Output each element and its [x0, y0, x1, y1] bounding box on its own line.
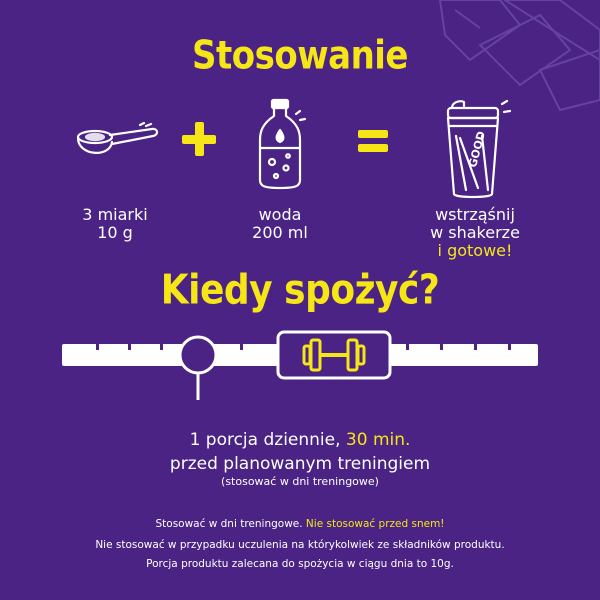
footer-line-2: Nie stosować w przypadku uczulenia na którykolwiek ze składników produktu. [95, 539, 505, 551]
equals-sign [358, 130, 388, 152]
dosage-note: (stosować w dni treningowe) [221, 475, 379, 488]
dosage-prefix: 1 porcja dziennie, [189, 430, 346, 450]
shaker-icon [434, 96, 514, 206]
dumbbell-icon [300, 336, 368, 374]
step-label-scoop: 3 miarki 10 g [82, 205, 148, 242]
step-label-shaker: wstrząśnij w shakerze i gotowe! [430, 205, 520, 260]
footer-line-1-yellow: Nie stosować przed snem! [305, 518, 445, 530]
svg-text:GOOD: GOOD [466, 129, 489, 169]
dosage-line-1 [0, 430, 600, 450]
when-title: Kiedy spożyć? [160, 266, 440, 315]
page-title: Stosowanie [192, 33, 408, 79]
water-bottle-icon [250, 96, 310, 192]
footer-line-1 [0, 518, 600, 530]
scoop-icon [74, 122, 160, 168]
dosage-line-2: przed planowanym treningiem [169, 454, 431, 474]
footer-line-1-white: Stosować w dni treningowe. [155, 518, 306, 530]
plus-sign [182, 122, 216, 156]
step-label-water: woda 200 ml [252, 205, 308, 242]
footer-line-3: Porcja produktu zalecana do spożycia w ciągu dnia to 10g. [146, 558, 454, 570]
dosage-highlight: 30 min. [345, 430, 411, 450]
